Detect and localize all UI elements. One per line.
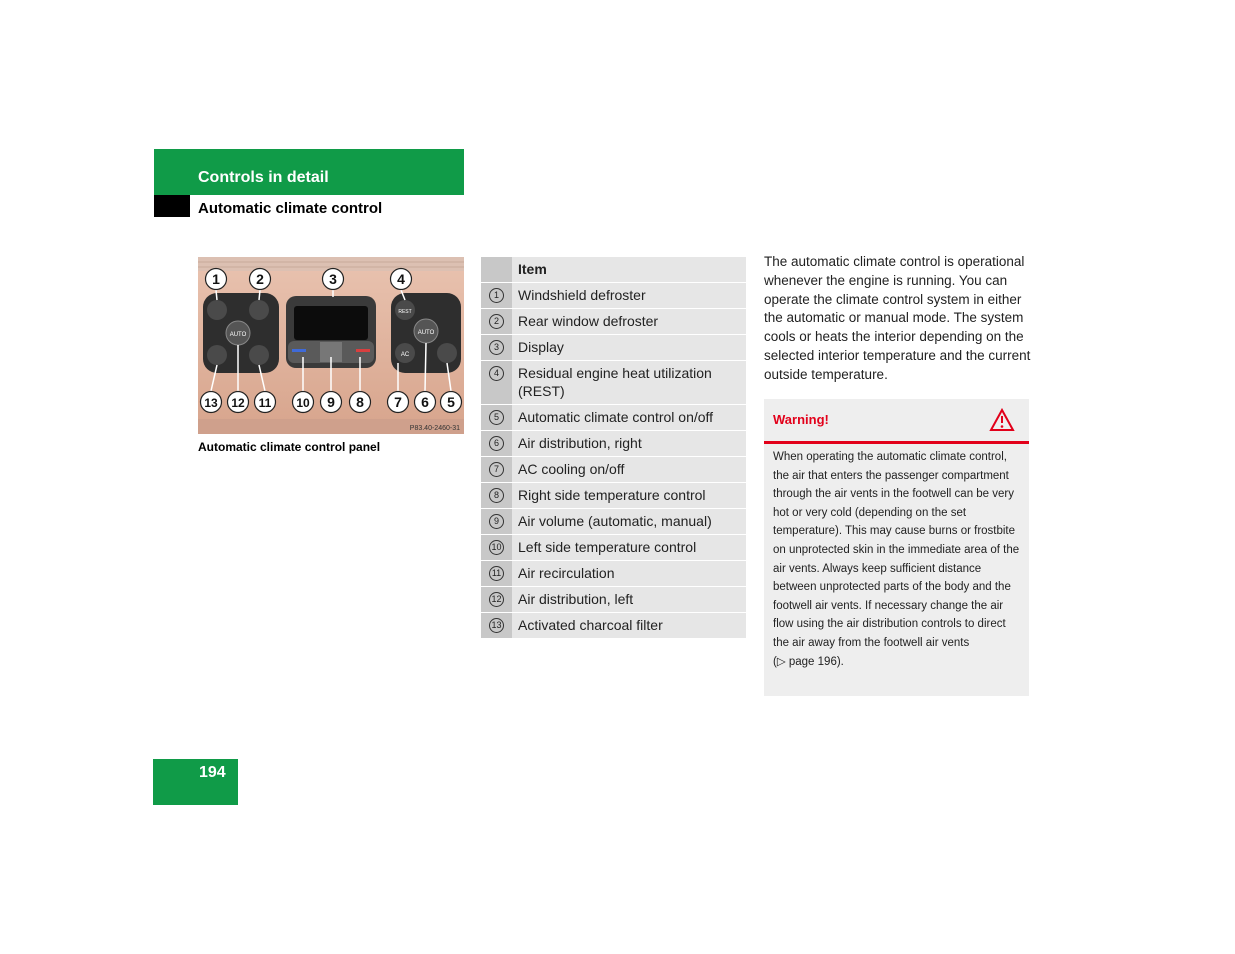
table-row xyxy=(481,587,746,613)
callout-number: 10 xyxy=(296,396,310,410)
item-number-badge: 8 xyxy=(489,488,504,503)
table-num-cell xyxy=(481,309,512,335)
subsection-marker xyxy=(154,195,190,217)
callout-number: 3 xyxy=(329,271,337,287)
item-number-badge: 11 xyxy=(489,566,504,581)
callout-leader-line xyxy=(216,290,217,300)
table-num-cell xyxy=(481,431,512,457)
warning-title: Warning! xyxy=(773,412,829,427)
warning-page-ref[interactable]: (▷ page 196). xyxy=(773,655,844,668)
item-number-badge: 13 xyxy=(489,618,504,633)
callout-number: 13 xyxy=(204,396,218,410)
item-description: Air volume (automatic, manual) xyxy=(512,509,746,535)
intro-paragraph: The automatic climate control is operational whenever the engine is running. You can operate the climate control system in either the automatic or manual mode. The system cools or heats the interior depending on the selected interior temperature and the current outside temperature. xyxy=(764,254,1031,382)
climate-control-panel-image xyxy=(198,257,464,434)
callout-leader-line xyxy=(425,343,426,391)
section-title: Controls in detail xyxy=(198,169,329,186)
table-num-cell xyxy=(481,457,512,483)
item-number-badge: 1 xyxy=(489,288,504,303)
callout-number: 11 xyxy=(258,396,272,410)
item-number-badge: 3 xyxy=(489,340,504,355)
item-description: Air distribution, left xyxy=(512,587,746,613)
item-number-badge: 7 xyxy=(489,462,504,477)
table-num-cell xyxy=(481,509,512,535)
item-description: Rear window defroster xyxy=(512,309,746,335)
auto-right-label: AUTO xyxy=(417,330,435,336)
table-header-label: Item xyxy=(512,257,746,283)
item-number-badge: 10 xyxy=(489,540,504,555)
table-num-cell xyxy=(481,361,512,405)
callout-number: 1 xyxy=(212,271,220,287)
table-row xyxy=(481,361,746,405)
table-row xyxy=(481,405,746,431)
table-row xyxy=(481,535,746,561)
item-description: Residual engine heat utilization (REST) xyxy=(512,361,746,405)
warning-box xyxy=(764,399,1029,696)
callout-number: 5 xyxy=(447,394,455,410)
item-number-badge: 2 xyxy=(489,314,504,329)
table-row xyxy=(481,483,746,509)
ac-label: AC xyxy=(400,352,410,358)
item-description: Display xyxy=(512,335,746,361)
table-row xyxy=(481,309,746,335)
table-row xyxy=(481,335,746,361)
table-row xyxy=(481,509,746,535)
table-row xyxy=(481,613,746,639)
table-row xyxy=(481,561,746,587)
warning-header xyxy=(764,399,1029,444)
item-description: Air distribution, right xyxy=(512,431,746,457)
callout-number: 8 xyxy=(356,394,364,410)
table-header-num-cell xyxy=(481,257,512,283)
table-num-cell xyxy=(481,405,512,431)
item-number-badge: 5 xyxy=(489,410,504,425)
item-description: Right side temperature control xyxy=(512,483,746,509)
table-row xyxy=(481,431,746,457)
table-num-cell xyxy=(481,613,512,639)
table-num-cell xyxy=(481,335,512,361)
page-number: 194 xyxy=(199,764,226,781)
callout-number: 2 xyxy=(256,271,264,287)
callout-number: 7 xyxy=(394,394,402,410)
table-row xyxy=(481,283,746,309)
subsection-title: Automatic climate control xyxy=(198,200,383,217)
item-description: Automatic climate control on/off xyxy=(512,405,746,431)
table-num-cell xyxy=(481,483,512,509)
item-number-badge: 4 xyxy=(489,366,504,381)
callout-number: 9 xyxy=(327,394,335,410)
item-description: Air recirculation xyxy=(512,561,746,587)
items-table xyxy=(481,257,746,639)
item-description: Left side temperature control xyxy=(512,535,746,561)
image-code: P83.40-2460-31 xyxy=(409,425,460,432)
item-description: Windshield defroster xyxy=(512,283,746,309)
warning-text xyxy=(773,448,1021,671)
table-row xyxy=(481,457,746,483)
item-description: Activated charcoal filter xyxy=(512,613,746,639)
warning-triangle-icon xyxy=(989,408,1015,432)
table-num-cell xyxy=(481,587,512,613)
callout-number: 6 xyxy=(421,394,429,410)
warning-body: When operating the automatic climate control, the air that enters the passenger compartment through the air vents in the footwell can be very hot or very cold (depending on the set temperature). This may cause burns or frostbite on unprotected skin in the immediate area of the air vents. Always keep sufficient distance between unprotected parts of the body and the footwell air vents. If necessary change the air flow using the air distribution controls to direct the air away from the footwell air vents xyxy=(773,451,1020,649)
callout-number: 12 xyxy=(231,396,245,410)
callout-leader-line xyxy=(259,290,260,300)
item-number-badge: 9 xyxy=(489,514,504,529)
table-header-row xyxy=(481,257,746,283)
table-num-cell xyxy=(481,561,512,587)
table-num-cell xyxy=(481,535,512,561)
item-number-badge: 6 xyxy=(489,436,504,451)
callout-number: 4 xyxy=(397,271,405,287)
table-num-cell xyxy=(481,283,512,309)
rest-label: REST xyxy=(398,309,412,315)
auto-left-label: AUTO xyxy=(229,332,247,338)
item-description: AC cooling on/off xyxy=(512,457,746,483)
figure-caption: Automatic climate control panel xyxy=(198,440,381,454)
item-number-badge: 12 xyxy=(489,592,504,607)
